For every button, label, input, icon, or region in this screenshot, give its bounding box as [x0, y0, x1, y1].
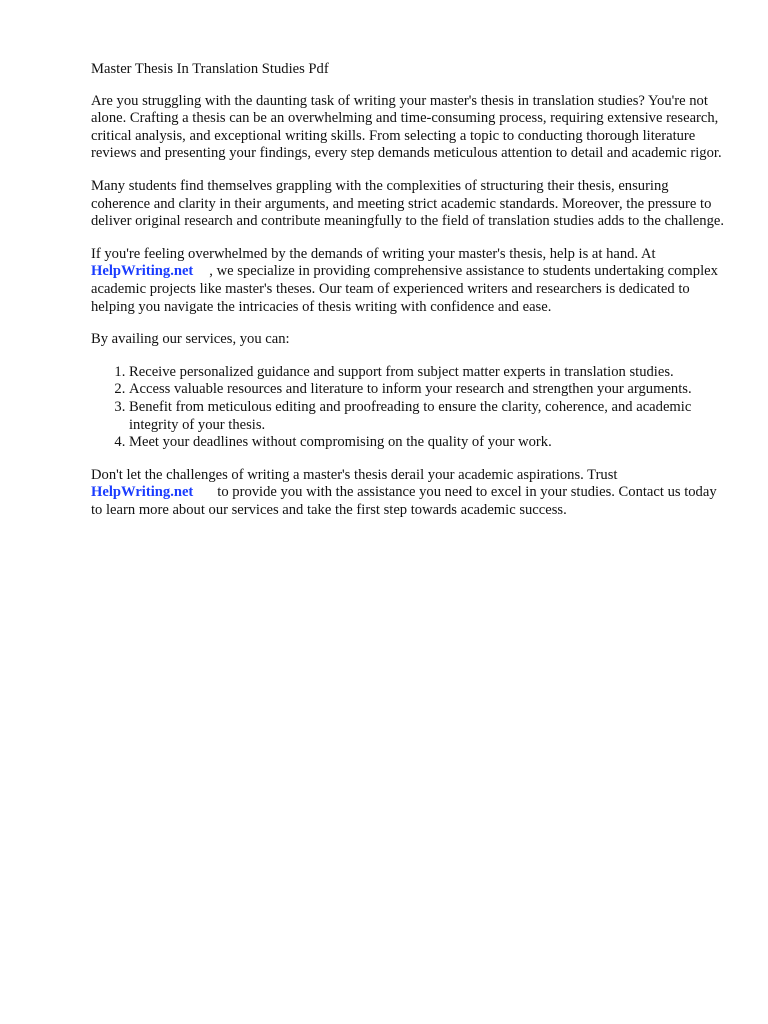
services-list: [91, 364, 731, 452]
list-item: 2. Access valuable resources and literature to inform your research and strengthen your arguments.: [129, 381, 731, 399]
document-page: [91, 61, 731, 534]
paragraph-intro: Are you struggling with the daunting task of writing your master's thesis in translation studies? You're not alone. Crafting a thesis can be an overwhelming and time-consuming process, requiring extensive research, critical analysis, and exceptional writing skills. From selecting a topic to conducting thorough literature reviews and presenting your findings, every step demands meticulous attention to detail and academic rigor.: [91, 92, 722, 162]
paragraph-closing: [91, 467, 731, 520]
paragraph-help: [91, 246, 731, 316]
paragraph-closing-after: to provide you with the assistance you need to excel in your studies. Contact us today to learn more about our services and take the first step towards academic success.: [91, 484, 717, 518]
paragraph-services-intro: By availing our services, you can:: [91, 331, 290, 348]
document-title: Master Thesis In Translation Studies Pdf: [91, 61, 329, 77]
paragraph-closing-before: Don't let the challenges of writing a master's thesis derail your academic aspirations. Trust: [91, 466, 618, 483]
helpwriting-link-2[interactable]: HelpWriting.net: [91, 484, 194, 501]
paragraph-help-before: If you're feeling overwhelmed by the demands of writing your master's thesis, help is at hand. At: [91, 245, 656, 262]
helpwriting-link-1[interactable]: HelpWriting.net: [91, 263, 194, 280]
paragraph-challenges: Many students find themselves grappling with the complexities of structuring their thesis, ensuring coherence and clarity in their arguments, and meeting strict academic standards. Moreover, the pressure to deliver original research and contribute meaningfully to the field of translation studies adds to the challenge.: [91, 177, 725, 230]
list-item: 1. Receive personalized guidance and support from subject matter experts in translation studies.: [129, 364, 731, 382]
list-item: 3. Benefit from meticulous editing and proofreading to ensure the clarity, coherence, and academic integrity of your thesis.: [129, 399, 731, 434]
paragraph-help-after: , we specialize in providing comprehensive assistance to students undertaking complex academic projects like master's theses. Our team of experienced writers and researchers is dedicated to helping you navigate the intricacies of thesis writing with confidence and ease.: [91, 263, 718, 315]
list-item: 4. Meet your deadlines without compromising on the quality of your work.: [129, 434, 731, 452]
